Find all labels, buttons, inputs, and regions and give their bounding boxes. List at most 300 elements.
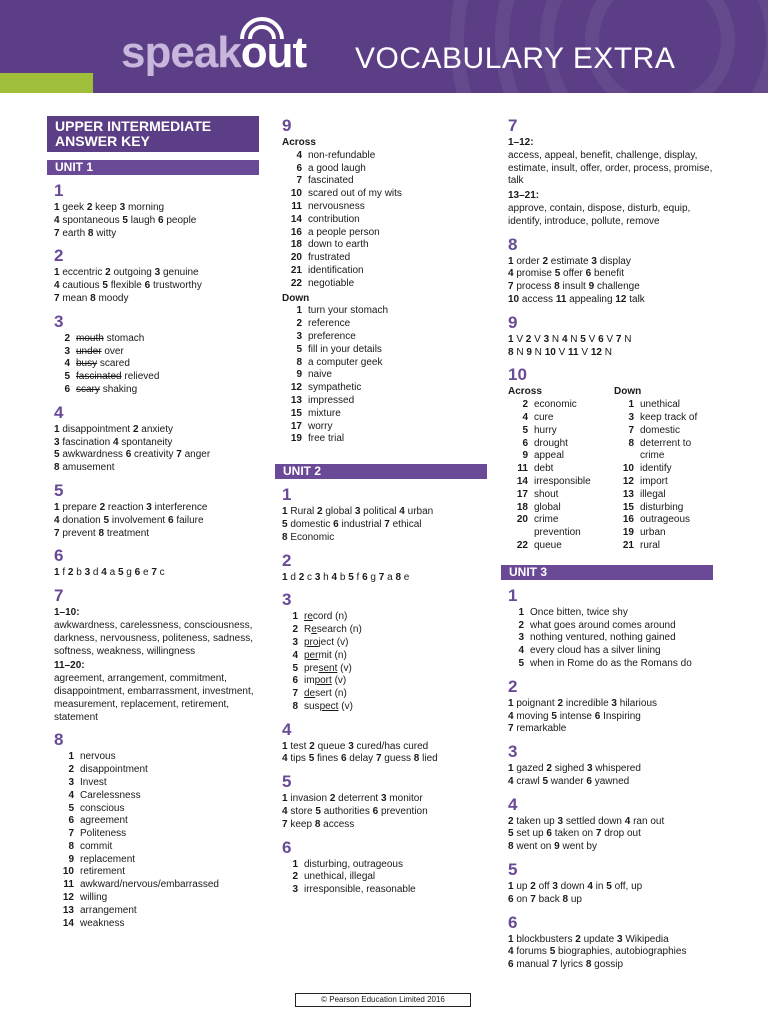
exercise-number: 8 <box>54 730 64 750</box>
answer-row <box>501 540 607 553</box>
u3-exercise-3 <box>501 742 713 789</box>
item-number: 3 <box>296 330 302 342</box>
answer-row <box>501 658 713 671</box>
answer-line: 8 N 9 N 10 V 11 V 12 N <box>508 346 612 358</box>
answer-row <box>275 859 487 872</box>
item-number: 7 <box>628 424 634 436</box>
item-number: 16 <box>290 226 302 238</box>
answer-row <box>501 399 607 412</box>
item-number: 3 <box>292 636 298 648</box>
exercise-number: 6 <box>282 837 292 857</box>
item-number: 2 <box>292 624 298 636</box>
u1-exercise-8 <box>47 730 259 930</box>
answer-line: 4 moving 5 intense 6 Inspiring <box>508 710 641 722</box>
answer-row <box>47 751 259 764</box>
item-number: 1 <box>292 858 298 870</box>
item-number: 21 <box>290 264 302 276</box>
exercise-number: 7 <box>508 116 518 135</box>
answer-line: 6 manual 7 lyrics 8 gossip <box>508 959 624 971</box>
answer-row <box>275 227 487 240</box>
exercise-number: 5 <box>282 772 292 792</box>
item-number: 22 <box>516 539 528 551</box>
word-part: (v) <box>338 700 353 712</box>
answer-row <box>275 331 487 344</box>
answer-line: 7 mean 8 moody <box>54 292 129 304</box>
answer-row <box>47 866 259 879</box>
answer-row <box>275 163 487 176</box>
exercise-number: 3 <box>282 590 292 610</box>
answer-text: irresponsible <box>534 475 591 487</box>
answer-row <box>275 382 487 395</box>
exercise-number: 5 <box>508 860 518 880</box>
item-number: 8 <box>68 840 74 852</box>
answer-row <box>47 764 259 777</box>
item-number: 17 <box>290 420 302 432</box>
answer-text: economic <box>534 399 577 411</box>
answer-row <box>607 514 713 527</box>
item-number: 7 <box>68 828 74 840</box>
item-number: 10 <box>290 188 302 200</box>
answer-line: 1 order 2 estimate 3 display <box>508 255 631 267</box>
answer-text: unethical <box>640 399 681 411</box>
unit-1-heading: UNIT 1 <box>47 160 259 175</box>
answer-line: 1 d 2 c 3 h 4 b 5 f 6 g 7 a 8 e <box>282 571 410 583</box>
answer-text: awkwardness, carelessness, consciousness, darkness, nervousness, politeness, sadness, softness, weakness, willingness <box>54 619 253 657</box>
answer-word: scared <box>99 358 130 370</box>
exercise-number: 4 <box>508 794 518 814</box>
answer-line: 1 prepare 2 reaction 3 interference <box>54 501 208 513</box>
answer-text: non-refundable <box>308 149 376 161</box>
answer-line: 5 awkwardness 6 creativity 7 anger <box>54 449 211 461</box>
struck-word: busy <box>76 358 98 370</box>
exercise-number: 3 <box>508 742 518 762</box>
item-number: 3 <box>518 632 524 644</box>
unit-3-heading: UNIT 3 <box>501 565 713 580</box>
answer-row <box>501 463 607 476</box>
item-number: 20 <box>290 252 302 264</box>
answer-line: 1 test 2 queue 3 cured/has cured <box>282 740 429 752</box>
exercise-number: 2 <box>282 550 292 570</box>
copyright-footer: © Pearson Education Limited 2016 <box>295 993 471 1007</box>
answer-line: 7 process 8 insult 9 challenge <box>508 281 640 293</box>
answer-row <box>607 438 713 464</box>
exercise-number: 10 <box>508 365 527 385</box>
answer-text: nervous <box>80 751 116 763</box>
item-number: 3 <box>64 345 70 357</box>
answer-text: rural <box>640 539 661 551</box>
answer-text: a people person <box>308 226 380 238</box>
exercise-number: 9 <box>508 312 518 332</box>
brand-logo <box>121 28 306 78</box>
answer-line: 1 Rural 2 global 3 political 4 urban <box>282 506 434 518</box>
word-part: R <box>304 624 312 636</box>
answer-text: disturbing, outrageous <box>304 858 403 870</box>
answer-text: import <box>640 475 668 487</box>
u2-exercise-4 <box>275 720 487 767</box>
item-number: 2 <box>522 399 528 411</box>
u2-exercise-5 <box>275 772 487 831</box>
answer-text: approve, contain, dispose, disturb, equip, identify, introduce, pollute, remove <box>508 202 691 227</box>
item-number: 20 <box>516 514 528 526</box>
answer-row <box>501 425 607 438</box>
answer-text: irresponsible, reasonable <box>304 884 416 896</box>
answer-line: 1 eccentric 2 outgoing 3 genuine <box>54 267 199 279</box>
answer-text: replacement <box>80 853 136 865</box>
item-number: 6 <box>296 162 302 174</box>
item-number: 4 <box>64 358 70 370</box>
answer-row <box>275 278 487 291</box>
answer-row <box>607 502 713 515</box>
answer-word: over <box>104 345 124 357</box>
answer-line: 8 Economic <box>282 531 335 543</box>
answer-line: 3 fascination 4 spontaneity <box>54 436 173 448</box>
answer-line: 8 went on 9 went by <box>508 841 597 853</box>
answer-row <box>501 476 607 489</box>
answer-list <box>275 859 487 897</box>
item-number: 14 <box>516 475 528 487</box>
item-number: 7 <box>296 175 302 187</box>
u1-exercise-1 <box>47 181 259 240</box>
answer-text: disturbing <box>640 501 684 513</box>
answer-line: 2 taken up 3 settled down 4 ran out <box>508 815 665 827</box>
answer-line: 7 earth 8 witty <box>54 227 117 239</box>
answer-text: global <box>534 501 561 513</box>
exercise-number: 2 <box>508 676 518 696</box>
item-number: 12 <box>290 382 302 394</box>
answer-row <box>275 188 487 201</box>
across-heading: Across <box>282 137 316 148</box>
u2-exercise-6 <box>275 838 487 897</box>
exercise-number: 1 <box>282 485 292 505</box>
answer-text: drought <box>534 437 568 449</box>
answer-text: when in Rome do as the Romans do <box>530 657 692 669</box>
item-number: 5 <box>292 662 298 674</box>
answer-text: fascinated <box>308 175 354 187</box>
answer-text: access, appeal, benefit, challenge, display, estimate, insult, offer, order, process, promise, talk <box>508 149 713 187</box>
answer-line: 1 geek 2 keep 3 morning <box>54 202 165 213</box>
item-number: 6 <box>522 437 528 449</box>
answer-text: scared out of my wits <box>308 188 402 200</box>
answer-row <box>47 790 259 803</box>
item-number: 4 <box>68 789 74 801</box>
answer-row <box>607 412 713 425</box>
item-number: 2 <box>68 764 74 776</box>
stressed-word <box>304 637 487 650</box>
answer-line: 6 on 7 back 8 up <box>508 893 582 905</box>
range-heading: 13–21: <box>508 190 540 202</box>
answer-row <box>275 637 487 650</box>
answer-word: shaking <box>102 383 138 395</box>
down-heading: Down <box>282 292 310 304</box>
answer-row <box>275 175 487 188</box>
answer-row <box>607 540 713 553</box>
exercise-number: 6 <box>54 546 64 566</box>
answer-text: deterrent to crime <box>640 437 692 462</box>
answer-text: a computer geek <box>308 356 383 368</box>
item-number: 2 <box>292 871 298 883</box>
column-2 <box>275 116 487 897</box>
answer-text: impressed <box>308 394 355 406</box>
u2-exercise-9 <box>501 313 713 360</box>
answer-line: 1 invasion 2 deterrent 3 monitor <box>282 793 423 805</box>
answer-row <box>607 425 713 438</box>
stressed-syllable: de <box>304 688 316 700</box>
stressed-word <box>304 663 487 676</box>
item-number: 3 <box>68 776 74 788</box>
item-number: 7 <box>292 688 298 700</box>
u1-exercise-3 <box>47 312 259 397</box>
answer-word: stomach <box>106 332 145 344</box>
item-number: 15 <box>290 407 302 419</box>
item-number: 1 <box>292 611 298 623</box>
answer-line: 10 access 11 appealing 12 talk <box>508 293 645 305</box>
answer-text: frustrated <box>308 252 351 264</box>
item-number: 22 <box>290 277 302 289</box>
item-number: 15 <box>622 501 634 513</box>
answer-row <box>47 777 259 790</box>
u2-exercise-2 <box>275 551 487 585</box>
item-number: 13 <box>62 904 74 916</box>
answer-text: every cloud has a silver lining <box>530 645 661 657</box>
word-part: ject (v) <box>318 636 349 648</box>
answer-text: nervousness <box>308 200 365 212</box>
answer-row <box>47 358 259 371</box>
item-number: 3 <box>628 411 634 423</box>
stressed-syllable: port <box>314 675 332 687</box>
answer-text: Carelessness <box>80 789 141 801</box>
answer-text: queue <box>534 539 562 551</box>
down-list <box>275 305 487 446</box>
answer-text: agreement <box>80 815 128 827</box>
answer-line: 4 spontaneous 5 laugh 6 people <box>54 214 197 226</box>
answer-row <box>275 214 487 227</box>
u3-exercise-6 <box>501 913 713 972</box>
exercise-number: 1 <box>54 181 64 200</box>
answer-row <box>501 607 713 620</box>
answer-row <box>275 357 487 370</box>
word-part: cord (n) <box>312 611 348 623</box>
u2-exercise-7 <box>501 116 713 229</box>
item-number: 5 <box>518 657 524 669</box>
item-number: 4 <box>518 645 524 657</box>
item-number: 19 <box>622 527 634 539</box>
exercise-number: 4 <box>54 402 64 422</box>
item-number: 11 <box>291 200 302 212</box>
u1-exercise-6 <box>47 546 259 580</box>
item-number: 10 <box>62 866 74 878</box>
struck-word: fascinated <box>76 371 122 383</box>
answer-list <box>275 611 487 713</box>
stressed-word <box>304 650 487 663</box>
answer-row <box>607 399 713 412</box>
answer-row <box>501 632 713 645</box>
answer-text: what goes around comes around <box>530 619 676 631</box>
answer-text: appeal <box>534 450 565 462</box>
answer-row <box>275 611 487 624</box>
stressed-syllable: pro <box>304 636 319 648</box>
answer-text: a good laugh <box>308 162 366 174</box>
item-number: 2 <box>296 318 302 330</box>
answer-line: 4 store 5 authorities 6 prevention <box>282 806 428 818</box>
answer-row <box>275 701 487 714</box>
across-list <box>501 399 607 553</box>
answer-row <box>47 854 259 867</box>
stressed-word <box>304 688 487 701</box>
answer-row <box>275 675 487 688</box>
stressed-word <box>304 675 487 688</box>
column-3 <box>501 116 713 972</box>
answer-row <box>47 346 259 359</box>
answer-line: 1 blockbusters 2 update 3 Wikipedia <box>508 933 669 945</box>
answer-row <box>47 803 259 816</box>
answer-row <box>47 905 259 918</box>
u3-exercise-4 <box>501 795 713 854</box>
u3-exercise-5 <box>501 860 713 907</box>
answer-text: fill in your details <box>308 343 382 355</box>
answer-text: contribution <box>308 213 360 225</box>
answer-row <box>501 489 607 502</box>
answer-text: awkward/nervous/embarrassed <box>80 879 219 891</box>
exercise-number: 3 <box>54 311 64 331</box>
answer-row <box>47 828 259 841</box>
item-number: 5 <box>64 371 70 383</box>
u3-exercise-1 <box>501 586 713 671</box>
answer-line: 7 remarkable <box>508 723 567 735</box>
range-heading: 1–10: <box>54 607 80 619</box>
word-part: search (n) <box>316 624 362 636</box>
exercise-number: 4 <box>282 719 292 739</box>
answer-text: keep track of <box>640 411 698 423</box>
answer-row <box>275 650 487 663</box>
item-number: 4 <box>292 649 298 661</box>
item-number: 14 <box>62 917 74 929</box>
item-number: 10 <box>622 463 634 475</box>
item-number: 6 <box>68 815 74 827</box>
answer-text: turn your stomach <box>308 305 389 317</box>
exercise-number: 1 <box>508 585 518 605</box>
answer-text: debt <box>534 463 554 475</box>
page-header <box>0 0 768 93</box>
item-number: 4 <box>522 411 528 423</box>
answer-row <box>275 688 487 701</box>
item-number: 2 <box>64 332 70 344</box>
answer-row <box>275 252 487 265</box>
answer-row <box>275 305 487 318</box>
answer-line: 8 amusement <box>54 462 115 474</box>
answer-row <box>47 879 259 892</box>
down-heading: Down <box>614 386 642 398</box>
u3-exercise-2 <box>501 677 713 736</box>
answer-row <box>275 408 487 421</box>
answer-text: weakness <box>80 917 125 929</box>
answer-text: identification <box>308 264 364 276</box>
u1-exercise-4 <box>47 403 259 475</box>
u1-exercise-5 <box>47 481 259 540</box>
answer-row <box>275 884 487 897</box>
item-number: 5 <box>296 343 302 355</box>
item-number: 17 <box>516 488 528 500</box>
answer-list <box>501 607 713 671</box>
exercise-number: 2 <box>54 246 64 266</box>
answer-text: Once bitten, twice shy <box>530 606 628 618</box>
item-number: 18 <box>516 501 528 513</box>
answer-text: shout <box>534 488 559 500</box>
answer-row <box>275 421 487 434</box>
word-part: (v) <box>331 675 347 687</box>
exercise-number: 7 <box>54 586 64 606</box>
stressed-word <box>304 611 487 624</box>
answer-line: 4 promise 5 offer 6 benefit <box>508 268 625 280</box>
item-number: 6 <box>292 675 298 687</box>
answer-row <box>47 384 259 397</box>
item-number: 2 <box>518 619 524 631</box>
answer-text: sympathetic <box>308 382 362 394</box>
stressed-word <box>304 624 487 637</box>
answer-row <box>275 239 487 252</box>
answer-line: 4 tips 5 fines 6 delay 7 guess 8 lied <box>282 753 438 765</box>
page-title: VOCABULARY EXTRA <box>355 42 676 75</box>
word-part: im <box>304 675 315 687</box>
answer-line: 4 forums 5 biographies, autobiographies <box>508 946 687 958</box>
answer-row <box>501 502 607 515</box>
unit-2-heading: UNIT 2 <box>275 464 487 479</box>
exercise-number: 8 <box>508 234 518 254</box>
item-number: 13 <box>290 394 302 406</box>
answer-row <box>275 318 487 331</box>
answer-row <box>275 395 487 408</box>
word-part: sert (n) <box>315 688 347 700</box>
stressed-syllable: per <box>304 649 319 661</box>
brand-logo-part-a: speak <box>121 28 241 77</box>
answer-text: commit <box>80 840 113 852</box>
answer-row <box>501 620 713 633</box>
answer-text: worry <box>308 420 333 432</box>
u1-exercise-9 <box>275 116 487 446</box>
answer-text: preference <box>308 330 356 342</box>
answer-row <box>275 663 487 676</box>
stressed-syllable: re <box>304 611 313 623</box>
answer-text: negotiable <box>308 277 355 289</box>
answer-row <box>275 369 487 382</box>
item-number: 18 <box>290 239 302 251</box>
item-number: 4 <box>296 149 302 161</box>
item-number: 14 <box>290 213 302 225</box>
answer-text: down to earth <box>308 239 369 251</box>
answer-text: Politeness <box>80 828 127 840</box>
answer-row <box>275 265 487 278</box>
answer-row <box>501 450 607 463</box>
answer-row <box>47 892 259 905</box>
answer-text: free trial <box>308 433 345 445</box>
answer-list <box>47 751 259 930</box>
answer-text: outrageous <box>640 514 691 526</box>
answer-text: disappointment <box>80 764 148 776</box>
answer-line: 1 f 2 b 3 d 4 a 5 g 6 e 7 c <box>54 567 165 579</box>
item-number: 9 <box>522 450 528 462</box>
answer-row <box>275 344 487 357</box>
answer-text: mixture <box>308 407 341 419</box>
answer-row <box>275 871 487 884</box>
answer-row <box>607 476 713 489</box>
answer-text: unethical, illegal <box>304 871 376 883</box>
item-number: 8 <box>296 356 302 368</box>
answer-text: hurry <box>534 424 557 436</box>
struck-word: scary <box>76 383 100 395</box>
item-number: 1 <box>628 399 634 411</box>
answer-row <box>275 201 487 214</box>
answer-text: identify <box>640 463 672 475</box>
item-number: 12 <box>622 475 634 487</box>
